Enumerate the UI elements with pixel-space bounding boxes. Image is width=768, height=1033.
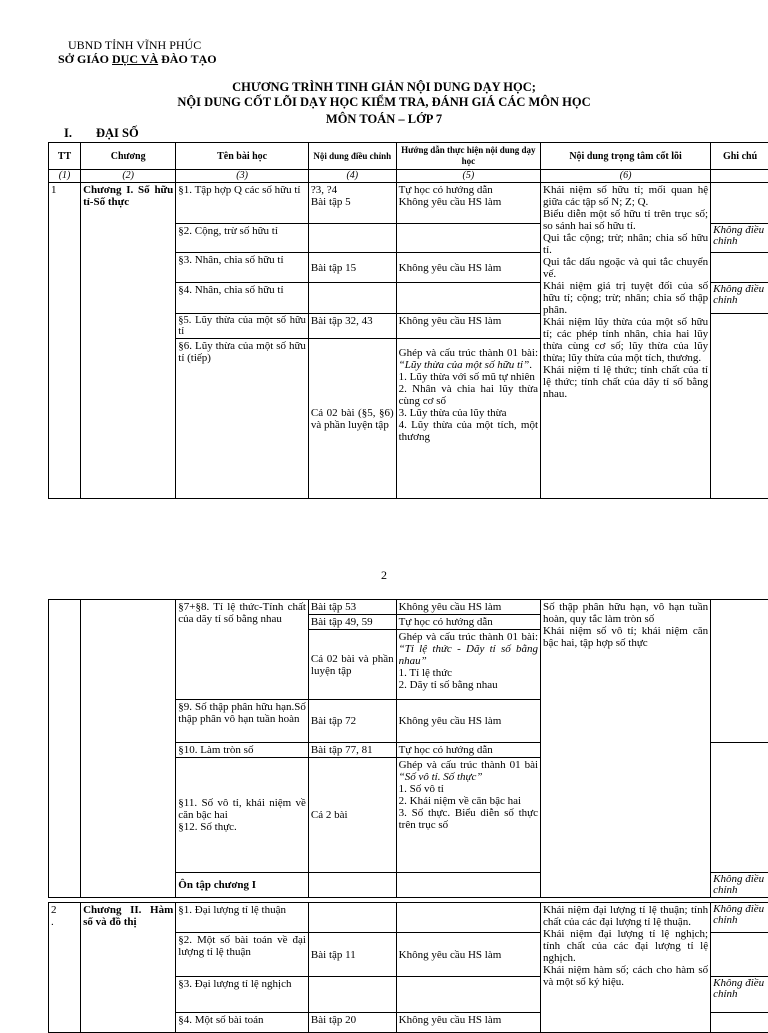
header-tt: TT: [49, 143, 81, 170]
header-ten-bai: Tên bài học: [176, 143, 309, 170]
lesson-title: §11. Số vô tỉ, khái niệm về căn bậc hai §12. Số thực.: [176, 758, 309, 873]
colnum-6: (6): [541, 170, 711, 183]
lesson-title: §4. Nhân, chia số hữu tỉ: [176, 283, 309, 314]
lesson-adjustment: ?3, ?4 Bài tập 5: [308, 183, 396, 224]
lesson-title: §9. Số thập phân hữu hạn.Số thập phân vô hạn tuần hoàn: [176, 700, 309, 743]
header-huong-dan: Hướng dẫn thực hiện nội dung dạy học: [396, 143, 540, 170]
note-empty: [711, 933, 768, 977]
colnum-1: (1): [49, 170, 81, 183]
lesson-guidance-empty: [396, 977, 540, 1013]
document-title-line2: NỘI DUNG CỐT LÕI DẠY HỌC KIỂM TRA, ĐÁNH GIÁ CÁC MÔN HỌC: [177, 95, 591, 109]
lesson-guidance: [396, 339, 540, 499]
guidance-suffix: 1. Số vô tỉ 2. Khái niệm về căn bậc hai 3. Số thực. Biểu diễn số thực trên trục số: [398, 783, 539, 831]
lesson-adjustment: Bài tập 72: [308, 700, 396, 743]
lesson-adjustment: Bài tập 15: [308, 253, 396, 283]
core-content: Khái niệm đại lượng tỉ lệ thuận; tính chất của các đại lượng tỉ lệ thuận. Khái niệm đại lượng tỉ lệ nghịch; tính chất của các đại lượng tỉ lệ nghịch. Khái niệm hàm số; cách cho hàm số và một số ký hiệu.: [541, 903, 711, 1033]
note-empty: [711, 600, 768, 743]
lesson-guidance: Không yêu cầu HS làm: [396, 933, 540, 977]
lesson-title: §3. Đại lượng tỉ lệ nghịch: [176, 977, 309, 1013]
lesson-guidance: Tự học có hướng dẫn: [396, 743, 540, 758]
chapter-name: Chương II. Hàm số và đồ thị: [81, 903, 176, 1033]
review-adjustment-empty: [308, 873, 396, 898]
lesson-guidance: [396, 758, 540, 873]
header-trong-tam: Nội dung trọng tâm cốt lõi: [541, 143, 711, 170]
lesson-title: §6. Lũy thừa của một số hữu tỉ (tiếp): [176, 339, 309, 499]
lesson-guidance: [396, 224, 540, 253]
review-title: Ôn tập chương I: [176, 873, 309, 898]
lesson-adjustment: Bài tập 32, 43: [308, 314, 396, 339]
header-chuong: Chương: [81, 143, 176, 170]
lesson-adjustment: Bài tập 11: [308, 933, 396, 977]
guidance-italic: “Số vô tỉ. Số thực”: [398, 771, 483, 783]
lesson-guidance: Không yêu cầu HS làm: [396, 253, 540, 283]
guidance-prefix: Ghép và cấu trúc thành 01 bài: [398, 759, 539, 771]
lesson-title: §2. Cộng, trừ số hữu tỉ: [176, 224, 309, 253]
lesson-adjustment: Bài tập 20: [308, 1013, 396, 1033]
curriculum-table-chapter2: [48, 902, 768, 1033]
row-tt: 1: [49, 183, 81, 499]
lesson-guidance: Không yêu cầu HS làm: [396, 314, 540, 339]
document-title-line3: MÔN TOÁN – LỚP 7: [325, 112, 443, 126]
note-empty: [711, 183, 768, 224]
note-text: Không điều chỉnh: [711, 224, 768, 253]
lesson-adjustment: [308, 283, 396, 314]
lesson-title: §7+§8. Tỉ lệ thức-Tính chất của dãy tỉ số bằng nhau: [176, 600, 309, 700]
lesson-adjustment: Bài tập 77, 81: [308, 743, 396, 758]
colnum-2: (2): [81, 170, 176, 183]
lesson-adjustment: Cả 02 bài (§5, §6) và phần luyện tập: [308, 339, 396, 499]
curriculum-table-page1: [48, 142, 768, 499]
guidance-suffix: 1. Tỉ lệ thức 2. Dãy tỉ số bằng nhau: [398, 667, 498, 691]
lesson-adjustment: Bài tập 53: [308, 600, 396, 615]
guidance-prefix: Ghép và cấu trúc thành 01 bài:: [398, 347, 539, 359]
note-empty: [711, 743, 768, 873]
note-text: Không điều chỉnh: [711, 283, 768, 314]
guidance-italic: “Lũy thừa của một số hữu tỉ”: [398, 359, 530, 371]
lesson-title: §4. Một số bài toán: [176, 1013, 309, 1033]
lesson-title: §1. Tập hợp Q các số hữu tỉ: [176, 183, 309, 224]
colnum-3: (3): [176, 170, 309, 183]
department-underlined: DỤC VÀ: [112, 52, 159, 66]
agency-name: UBND TỈNH VĨNH PHÚC: [68, 38, 202, 52]
lesson-guidance: Không yêu cầu HS làm: [396, 1013, 540, 1033]
lesson-adjustment-empty: [308, 977, 396, 1013]
section-heading: [64, 126, 139, 141]
header-dieu-chinh: Nội dung điều chỉnh: [308, 143, 396, 170]
note-text: Không điều chỉnh: [711, 977, 768, 1013]
lesson-title: §5. Lũy thừa của một số hữu tỉ: [176, 314, 309, 339]
lesson-adjustment: [308, 224, 396, 253]
document-title-line1: CHƯƠNG TRÌNH TINH GIẢN NỘI DUNG DẠY HỌC;: [232, 80, 536, 94]
lesson-title: §10. Làm tròn số: [176, 743, 309, 758]
lesson-guidance-empty: [396, 903, 540, 933]
core-content: Khái niệm số hữu tỉ; mối quan hệ giữa các tập số N; Z; Q. Biểu diễn một số hữu tỉ trên trục số; so sánh hai số hữu tỉ. Qui tắc cộng; trừ; nhân; chia số hữu tỉ. Qui tắc dấu ngoặc và qui tắc chuyển vế. Khái niệm giá trị tuyệt đối của số hữu tỉ; cộng; trừ; nhân; chia số thập phân. Khái niệm lũy thừa của một số hữu tỉ; các phép tính nhân, chia hai lũy thừa cùng cơ số; lũy thừa của lũy thừa; lũy thừa của một tích, thương. Khái niệm tỉ lệ thức; tính chất của tỉ lệ thức; tính chất của dãy tỉ số bằng nhau.: [541, 183, 711, 499]
curriculum-table-page2: [48, 599, 768, 898]
lesson-title: §1. Đại lượng tỉ lệ thuận: [176, 903, 309, 933]
row-tt-2-number: 2: [51, 904, 57, 916]
chapter-name: Chương I. Số hữu tỉ-Số thực: [81, 183, 176, 499]
colnum-4: (4): [308, 170, 396, 183]
note-empty: [711, 1013, 768, 1033]
guidance-suffix: . 1. Lũy thừa với số mũ tự nhiên 2. Nhân và chia hai lũy thừa cùng cơ số 3. Lũy thừa của lũy thừa 4. Lũy thừa của một tích, một thương: [398, 359, 539, 443]
lesson-title: §2. Một số bài toán về đại lượng tỉ lệ thuận: [176, 933, 309, 977]
lesson-adjustment: Bài tập 49, 59: [308, 615, 396, 630]
page-number: 2: [381, 568, 387, 582]
guidance-prefix: Ghép và cấu trúc thành 01 bài:: [398, 631, 539, 643]
section-roman: I.: [64, 126, 72, 140]
department-suffix: ĐÀO TẠO: [158, 52, 217, 66]
core-content: Số thập phân hữu hạn, vô hạn tuần hoàn, quy tắc làm tròn số Khái niệm số vô tỉ; khái niệm căn bậc hai, tập hợp số thực: [541, 600, 711, 898]
colnum-7: [711, 170, 768, 183]
lesson-adjustment: Cả 2 bài: [308, 758, 396, 873]
guidance-italic: “Tỉ lệ thức - Dãy tỉ số bằng nhau”: [398, 643, 539, 667]
department-name: [58, 52, 217, 67]
lesson-guidance: [396, 283, 540, 314]
section-name: ĐẠI SỐ: [96, 126, 139, 140]
note-empty: [711, 314, 768, 499]
review-guidance-empty: [396, 873, 540, 898]
row-tt-empty: [49, 600, 81, 898]
lesson-title: §3. Nhân, chia số hữu tỉ: [176, 253, 309, 283]
chapter-empty: [81, 600, 176, 898]
header-ghi-chu: Ghi chú: [711, 143, 768, 170]
lesson-guidance: Không yêu cầu HS làm: [396, 700, 540, 743]
row-tt-2-dot: .: [51, 916, 54, 928]
lesson-guidance: Tự học có hướng dẫn: [396, 615, 540, 630]
lesson-guidance: Tự học có hướng dẫn Không yêu cầu HS làm: [396, 183, 540, 224]
row-tt-2: [49, 903, 81, 1033]
department-prefix: SỞ GIÁO: [58, 52, 113, 66]
colnum-5: (5): [396, 170, 540, 183]
lesson-guidance: Không yêu cầu HS làm: [396, 600, 540, 615]
note-text: Không điều chỉnh: [711, 873, 768, 898]
lesson-guidance: [396, 630, 540, 700]
lesson-adjustment-empty: [308, 903, 396, 933]
lesson-adjustment: Cả 02 bài và phần luyện tập: [308, 630, 396, 700]
note-text: Không điều chỉnh: [711, 903, 768, 933]
note-empty: [711, 253, 768, 283]
